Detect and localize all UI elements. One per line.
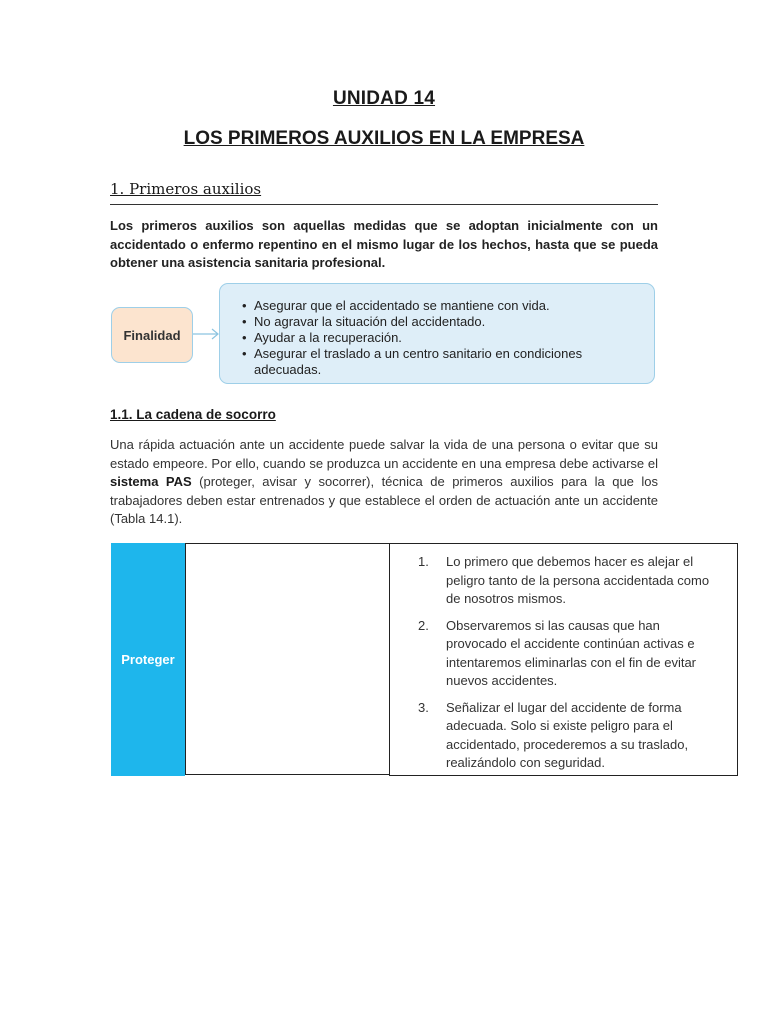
unit-title: UNIDAD 14	[332, 88, 436, 109]
list-item: 3. Señalizar el lugar del accidente de forma adecuada. Solo si existe peligro para el accidentado, procederemos a su traslado, realizándolo con seguridad.	[418, 699, 689, 770]
list-item: 2. Observaremos si las causas que han provocado el accidente continúan activas e intentaremos eliminarlas con el fin de evitar nuevos accidentes.	[418, 617, 697, 688]
pas-paragraph: Una rápida actuación ante un accidente puede salvar la vida de una persona o evitar que su estado empeore. Por ello, cuando se produzca un accidente en una empresa debe activarse el sistema PAS (proteger, avisar y socorrer), técnica de primeros auxilios para la que los trabajadores deben estar entrenados y que establece el orden de actuación ante un accidente (Tabla 14.1).	[110, 437, 659, 526]
finalidad-label-box: Finalidad	[111, 307, 193, 363]
pas-table	[110, 543, 738, 776]
page-title: LOS PRIMEROS AUXILIOS EN LA EMPRESA	[183, 128, 585, 149]
table-label-cell: Proteger	[111, 543, 185, 776]
list-item: 1. Lo primero que debemos hacer es alejar el peligro tanto de la persona accidentada como de nosotros mismos.	[418, 554, 710, 606]
list-item: • No agravar la situación del accidentado.	[242, 314, 644, 330]
steps-list	[418, 553, 721, 773]
finalidad-list	[242, 298, 644, 378]
table-empty-cell	[185, 543, 390, 775]
table-steps-cell	[389, 543, 738, 776]
section-heading: 1. Primeros auxilios	[110, 180, 658, 205]
list-item: • Asegurar el traslado a un centro sanitario en condiciones adecuadas.	[242, 346, 644, 378]
subsection-heading: 1.1. La cadena de socorro	[110, 407, 276, 422]
arrow-right-icon	[193, 326, 221, 342]
list-item: • Ayudar a la recuperación.	[242, 330, 644, 346]
intro-paragraph: Los primeros auxilios son aquellas medidas que se adoptan inicialmente con un accidentado o enfermo repentino en el mismo lugar de los hechos, hasta que se pueda obtener una asistencia sanitaria profesional.	[110, 218, 658, 270]
finalidad-list-box	[219, 283, 655, 384]
bold-term: primeros auxilios	[141, 218, 254, 233]
bold-term: sistema PAS	[110, 474, 192, 489]
list-item: • Asegurar que el accidentado se mantiene con vida.	[242, 298, 644, 314]
